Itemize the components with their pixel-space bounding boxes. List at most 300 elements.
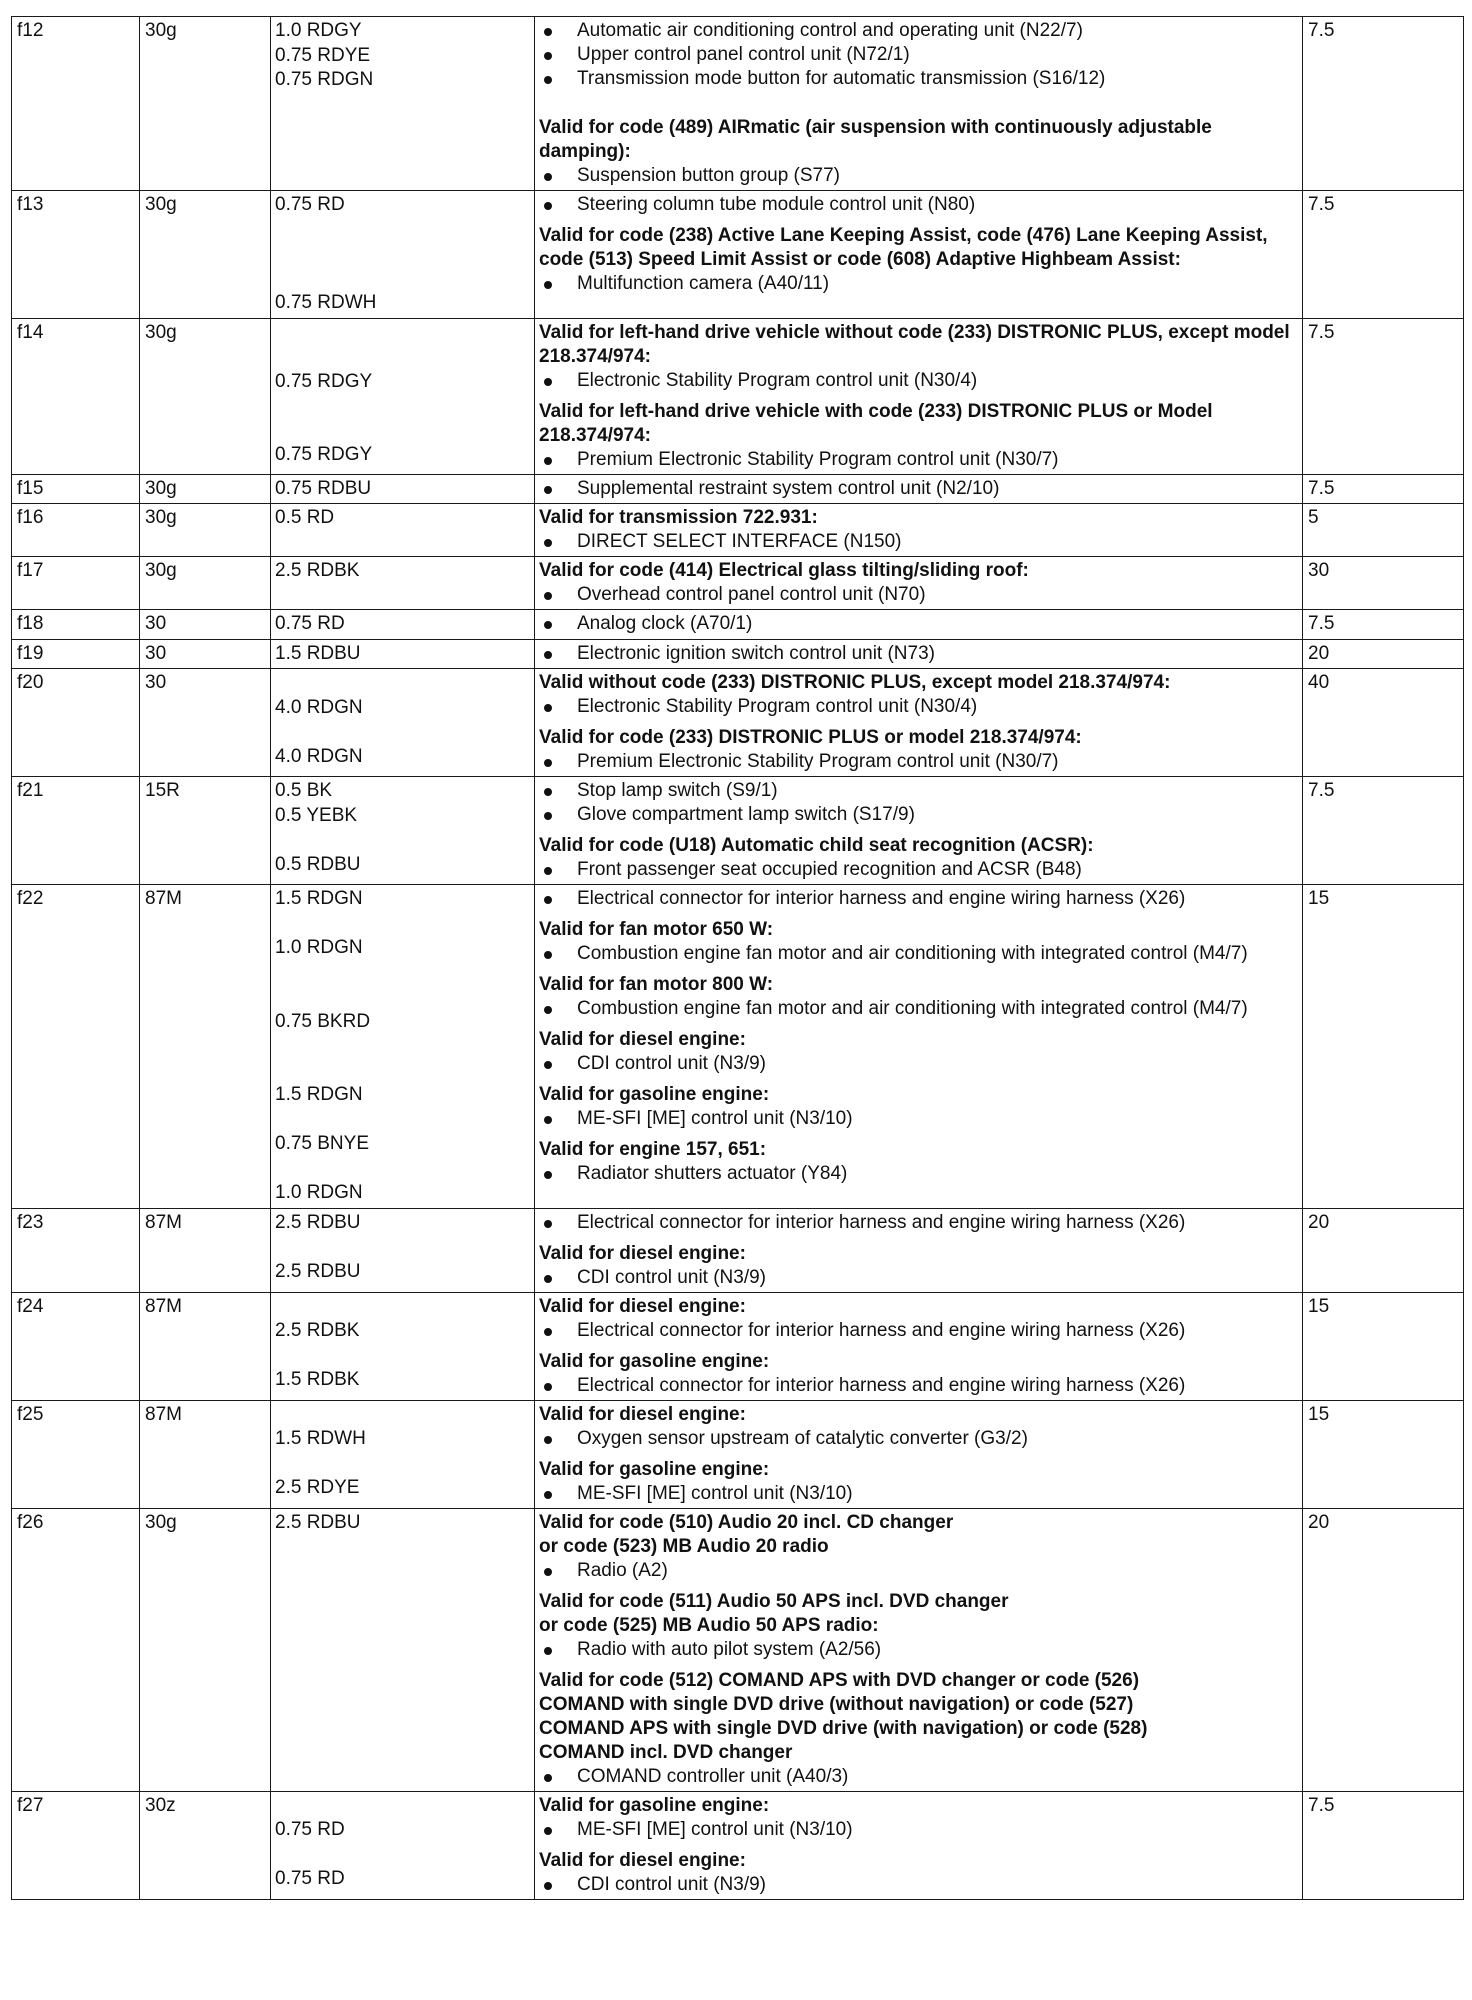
validity-condition (539, 1511, 1298, 1559)
consumer-item (539, 1818, 1298, 1842)
consumer-cell (535, 885, 1303, 1209)
validity-condition-line: or code (525) MB Audio 50 APS radio: (539, 1614, 879, 1636)
validity-condition: Valid for diesel engine: (539, 1849, 746, 1871)
consumer-label: Upper control panel control unit (N72/1) (577, 44, 910, 65)
consumer-block (539, 642, 1298, 666)
bullet-icon (544, 1827, 552, 1835)
consumer-item (539, 1559, 1298, 1583)
consumer-label: Combustion engine fan motor and air conditioning with integrated control (M4/7) (577, 943, 1248, 964)
amperage-cell: 7.5 (1303, 1791, 1464, 1899)
consumer-label: Electronic ignition switch control unit (N73) (577, 642, 935, 664)
wire-cell (271, 1791, 535, 1899)
consumer-label: Steering column tube module control unit (N80) (577, 194, 976, 215)
fuse-number-cell: f18 (12, 610, 140, 640)
wire-spec: 2.5 RDBU (275, 1511, 361, 1533)
consumer-block (539, 973, 1298, 1021)
consumer-item (539, 67, 1298, 91)
amperage-cell: 7.5 (1303, 610, 1464, 640)
wire-spec: 2.5 RDBU (275, 1211, 361, 1233)
consumer-block (539, 918, 1298, 966)
consumer-block (539, 834, 1298, 882)
consumer-item (539, 1873, 1298, 1897)
consumer-cell (535, 1791, 1303, 1899)
bullet-icon (544, 1328, 552, 1336)
consumer-block (539, 559, 1298, 607)
amperage-cell: 7.5 (1303, 17, 1464, 191)
terminal-cell: 87M (140, 1208, 271, 1292)
bullet-icon (544, 1116, 552, 1124)
table-row (12, 610, 1464, 640)
consumer-cell (535, 504, 1303, 557)
consumer-item (539, 369, 1298, 393)
terminal-cell: 30g (140, 1508, 271, 1791)
validity-condition: Valid for left-hand drive vehicle without code (233) DISTRONIC PLUS, except model 218.374/974: (539, 321, 1290, 367)
consumer-block (539, 726, 1298, 774)
consumer-item (539, 942, 1298, 966)
wire-cell (271, 17, 535, 191)
consumer-label: Radio (A2) (577, 1559, 668, 1581)
validity-condition: Valid for gasoline engine: (539, 1084, 770, 1105)
wire-spec (275, 218, 530, 243)
bullet-icon (544, 1774, 552, 1782)
consumer-item (539, 164, 1298, 188)
consumer-block (539, 1511, 1298, 1583)
bullet-icon (544, 1882, 552, 1890)
consumer-item (539, 19, 1298, 43)
terminal-cell: 30g (140, 318, 271, 474)
bullet-icon (544, 539, 552, 547)
wire-cell (271, 639, 535, 669)
bullet-icon (544, 1061, 552, 1069)
wire-spec: 0.75 RDBU (275, 477, 372, 499)
bullet-icon (544, 378, 552, 386)
consumer-cell (535, 1208, 1303, 1292)
consumer-block (539, 612, 1298, 636)
consumer-cell (535, 777, 1303, 885)
table-row (12, 557, 1464, 610)
fuse-number-cell: f17 (12, 557, 140, 610)
consumer-label: Electrical connector for interior harness and engine wiring harness (X26) (577, 1319, 1186, 1341)
bullet-icon (544, 651, 552, 659)
fuse-number-cell: f21 (12, 777, 140, 885)
bullet-icon (544, 202, 552, 210)
wire-cell (271, 318, 535, 474)
consumer-label: Electronic Stability Program control unit (N30/4) (577, 369, 978, 391)
wire-cell (271, 610, 535, 640)
bullet-icon (544, 76, 552, 84)
consumer-item (539, 583, 1298, 607)
terminal-cell: 30 (140, 639, 271, 669)
consumer-label: Transmission mode button for automatic transmission (S16/12) (577, 68, 1106, 89)
table-row (12, 669, 1464, 777)
consumer-label: Combustion engine fan motor and air conditioning with integrated control (M4/7) (577, 998, 1248, 1019)
wire-spec: 1.5 RDBK (275, 1369, 360, 1390)
bullet-icon (544, 1647, 552, 1655)
fuse-allocation-sheet (11, 16, 1463, 1900)
consumer-label: ME-SFI [ME] control unit (N3/10) (577, 1108, 853, 1129)
wire-spec: 0.75 RDWH (275, 292, 377, 313)
consumer-block (539, 1458, 1298, 1506)
consumer-label: Electrical connector for interior harness and engine wiring harness (X26) (577, 888, 1186, 909)
consumer-block (539, 1028, 1298, 1076)
validity-condition: Valid for left-hand drive vehicle with code (233) DISTRONIC PLUS or Model 218.374/974: (539, 400, 1213, 446)
wire-spec (275, 720, 530, 745)
validity-condition-line: Valid for code (511) Audio 50 APS incl. DVD changer (539, 1590, 1009, 1612)
wire-spec (275, 1059, 530, 1084)
wire-spec: 0.5 RD (275, 507, 335, 528)
validity-condition-line: or code (523) MB Audio 20 radio (539, 1535, 829, 1557)
terminal-cell: 15R (140, 777, 271, 885)
validity-condition: Valid for transmission 722.931: (539, 507, 818, 528)
consumer-label: Suspension button group (S77) (577, 165, 841, 186)
fuse-number-cell: f23 (12, 1208, 140, 1292)
fuse-number-cell: f16 (12, 504, 140, 557)
terminal-cell: 30g (140, 17, 271, 191)
bullet-icon (544, 52, 552, 60)
wire-spec (275, 1157, 530, 1182)
wire-spec (275, 828, 530, 853)
wire-spec: 2.5 RDYE (275, 1477, 360, 1498)
terminal-cell: 87M (140, 885, 271, 1209)
consumer-item (539, 1162, 1298, 1186)
validity-condition: Valid for fan motor 650 W: (539, 919, 774, 940)
bullet-icon (544, 28, 552, 36)
validity-condition (539, 1590, 1298, 1638)
amperage-cell: 20 (1303, 1508, 1464, 1791)
table-row (12, 1292, 1464, 1400)
consumer-label: DIRECT SELECT INTERFACE (N150) (577, 531, 902, 552)
consumer-label: Supplemental restraint system control unit (N2/10) (577, 477, 1000, 499)
bullet-icon (544, 951, 552, 959)
consumer-item (539, 695, 1298, 719)
consumer-item (539, 997, 1298, 1021)
wire-spec: 2.5 RDBK (275, 560, 360, 581)
wire-spec: 1.5 RDBU (275, 642, 361, 664)
bullet-icon (544, 1436, 552, 1444)
fuse-number-cell: f26 (12, 1508, 140, 1791)
fuse-number-cell: f20 (12, 669, 140, 777)
validity-condition: Valid for diesel engine: (539, 1029, 746, 1050)
wire-spec: 0.75 RD (275, 1819, 345, 1840)
table-row (12, 1791, 1464, 1899)
consumer-block (539, 1138, 1298, 1186)
wire-cell (271, 557, 535, 610)
wire-spec (275, 1235, 530, 1260)
wire-spec: 4.0 RDGN (275, 696, 363, 718)
wire-spec (275, 345, 530, 370)
wire-cell (271, 885, 535, 1209)
wire-spec: 0.5 RDBU (275, 853, 361, 875)
validity-condition: Valid for code (233) DISTRONIC PLUS or model 218.374/974: (539, 727, 1082, 748)
validity-condition-line: Valid for code (510) Audio 20 incl. CD changer (539, 1511, 954, 1533)
table-row (12, 318, 1464, 474)
consumer-label: Premium Electronic Stability Program control unit (N30/7) (577, 448, 1059, 470)
consumer-label: Multifunction camera (A40/11) (577, 273, 830, 294)
amperage-cell: 20 (1303, 639, 1464, 669)
bullet-icon (544, 1006, 552, 1014)
consumer-label: CDI control unit (N3/9) (577, 1053, 767, 1074)
validity-condition-line: COMAND APS with single DVD drive (with navigation) or code (528) (539, 1717, 1148, 1739)
wire-spec: 0.75 RD (275, 194, 345, 215)
consumer-item (539, 779, 1298, 803)
bullet-icon (544, 486, 552, 494)
consumer-item (539, 1482, 1298, 1506)
consumer-block (539, 1590, 1298, 1662)
wire-spec (275, 671, 530, 696)
wire-spec: 0.75 RDGN (275, 69, 374, 90)
amperage-cell: 7.5 (1303, 474, 1464, 504)
consumer-block (539, 19, 1298, 91)
consumer-label: Glove compartment lamp switch (S17/9) (577, 804, 915, 825)
consumer-item (539, 887, 1298, 911)
wire-spec (275, 1794, 530, 1819)
fuse-number-cell: f24 (12, 1292, 140, 1400)
consumer-label: ME-SFI [ME] control unit (N3/10) (577, 1818, 853, 1840)
table-row (12, 639, 1464, 669)
consumer-label: ME-SFI [ME] control unit (N3/10) (577, 1482, 853, 1504)
consumer-label: Overhead control panel control unit (N70) (577, 584, 926, 605)
validity-condition: Valid for code (238) Active Lane Keeping Assist, code (476) Lane Keeping Assist, code (513) Speed Limit Assist or code (608) Adaptive Highbeam Assist: (539, 225, 1268, 270)
bullet-icon (544, 896, 552, 904)
validity-condition: Valid for code (489) AIRmatic (air suspension with continuously adjustable damping): (539, 117, 1212, 162)
fuse-number-cell: f14 (12, 318, 140, 474)
wire-spec (275, 394, 530, 419)
wire-spec (275, 321, 530, 346)
consumer-block (539, 321, 1298, 393)
bullet-icon (544, 1383, 552, 1391)
bullet-icon (544, 1491, 552, 1499)
consumer-label: Oxygen sensor upstream of catalytic converter (G3/2) (577, 1427, 1028, 1449)
consumer-cell (535, 639, 1303, 669)
fuse-number-cell: f12 (12, 17, 140, 191)
validity-condition: Valid for diesel engine: (539, 1242, 746, 1264)
wire-cell (271, 1400, 535, 1508)
consumer-item (539, 448, 1298, 472)
bullet-icon (544, 592, 552, 600)
amperage-cell: 30 (1303, 557, 1464, 610)
wire-spec: 2.5 RDBK (275, 1320, 360, 1341)
validity-condition (539, 1669, 1298, 1765)
table-row (12, 1508, 1464, 1791)
amperage-cell: 15 (1303, 1292, 1464, 1400)
consumer-item (539, 803, 1298, 827)
wire-spec (275, 1295, 530, 1320)
terminal-cell: 30 (140, 610, 271, 640)
consumer-block (539, 1669, 1298, 1789)
wire-spec: 0.75 RDGY (275, 370, 373, 392)
terminal-cell: 30g (140, 474, 271, 504)
terminal-cell: 30g (140, 557, 271, 610)
wire-cell (271, 1508, 535, 1791)
wire-cell (271, 504, 535, 557)
consumer-block (539, 1211, 1298, 1235)
amperage-cell: 15 (1303, 1400, 1464, 1508)
terminal-cell: 87M (140, 1292, 271, 1400)
consumer-item (539, 858, 1298, 882)
consumer-block (539, 779, 1298, 827)
table-row (12, 474, 1464, 504)
consumer-item (539, 642, 1298, 666)
bullet-icon (544, 867, 552, 875)
table-row (12, 504, 1464, 557)
consumer-item (539, 43, 1298, 67)
consumer-item (539, 193, 1298, 217)
bullet-icon (544, 1171, 552, 1179)
consumer-block (539, 1849, 1298, 1897)
wire-spec (275, 1403, 530, 1428)
wire-spec: 0.75 RDYE (275, 44, 371, 66)
wire-spec: 1.0 RDGN (275, 937, 363, 958)
wire-cell (271, 669, 535, 777)
table-row (12, 17, 1464, 191)
fuse-number-cell: f13 (12, 191, 140, 319)
wire-spec (275, 1344, 530, 1369)
fuse-number-cell: f19 (12, 639, 140, 669)
consumer-block (539, 1794, 1298, 1842)
wire-spec: 1.0 RDGY (275, 20, 362, 41)
wire-spec: 0.5 BK (275, 780, 333, 801)
consumer-cell (535, 557, 1303, 610)
consumer-cell (535, 191, 1303, 319)
bullet-icon (544, 621, 552, 629)
consumer-item (539, 1319, 1298, 1343)
consumer-label: Stop lamp switch (S9/1) (577, 780, 778, 801)
wire-spec (275, 961, 530, 986)
validity-condition: Valid for fan motor 800 W: (539, 974, 774, 995)
wire-spec (275, 242, 530, 267)
validity-condition-line: Valid for code (512) COMAND APS with DVD changer or code (526) (539, 1669, 1140, 1691)
bullet-icon (544, 173, 552, 181)
bullet-icon (544, 1275, 552, 1283)
terminal-cell: 87M (140, 1400, 271, 1508)
wire-cell (271, 1208, 535, 1292)
validity-condition: Valid for gasoline engine: (539, 1458, 770, 1480)
consumer-item (539, 1765, 1298, 1789)
bullet-icon (544, 759, 552, 767)
fuse-table-body (12, 17, 1464, 1900)
consumer-cell (535, 610, 1303, 640)
consumer-block (539, 506, 1298, 554)
consumer-item (539, 1107, 1298, 1131)
consumer-item (539, 612, 1298, 636)
fuse-number-cell: f15 (12, 474, 140, 504)
bullet-icon (544, 281, 552, 289)
consumer-block (539, 116, 1298, 188)
amperage-cell: 7.5 (1303, 777, 1464, 885)
wire-spec: 1.5 RDGN (275, 888, 363, 909)
table-row (12, 1400, 1464, 1508)
consumer-block (539, 400, 1298, 472)
fuse-number-cell: f27 (12, 1791, 140, 1899)
wire-spec: 0.75 BNYE (275, 1133, 369, 1154)
consumer-label: Front passenger seat occupied recognition and ACSR (B48) (577, 859, 1082, 880)
fuse-table (11, 16, 1464, 1900)
validity-condition: Valid for diesel engine: (539, 1403, 746, 1425)
amperage-cell: 7.5 (1303, 318, 1464, 474)
validity-condition: Valid for gasoline engine: (539, 1350, 770, 1372)
wire-spec: 1.5 RDGN (275, 1084, 363, 1105)
wire-spec (275, 267, 530, 292)
table-row (12, 1208, 1464, 1292)
spacer (539, 98, 1298, 116)
terminal-cell: 30z (140, 1791, 271, 1899)
consumer-label: Premium Electronic Stability Program control unit (N30/7) (577, 751, 1059, 772)
amperage-cell: 20 (1303, 1208, 1464, 1292)
consumer-item (539, 1211, 1298, 1235)
terminal-cell: 30g (140, 504, 271, 557)
wire-spec: 1.5 RDWH (275, 1428, 366, 1449)
fuse-number-cell: f25 (12, 1400, 140, 1508)
validity-condition-line: COMAND with single DVD drive (without navigation) or code (527) (539, 1693, 1134, 1715)
wire-cell (271, 1292, 535, 1400)
validity-condition: Valid for engine 157, 651: (539, 1139, 767, 1160)
validity-condition: Valid for diesel engine: (539, 1295, 746, 1317)
terminal-cell: 30g (140, 191, 271, 319)
amperage-cell: 7.5 (1303, 191, 1464, 319)
consumer-item (539, 750, 1298, 774)
wire-cell (271, 474, 535, 504)
validity-condition: Valid for code (414) Electrical glass tilting/sliding roof: (539, 560, 1029, 581)
consumer-item (539, 1052, 1298, 1076)
wire-spec: 0.75 RD (275, 613, 345, 634)
wire-spec (275, 1108, 530, 1133)
table-row (12, 191, 1464, 319)
consumer-item (539, 477, 1298, 501)
wire-spec: 0.75 RD (275, 1868, 345, 1889)
wire-spec (275, 985, 530, 1010)
consumer-block (539, 1295, 1298, 1343)
wire-cell (271, 777, 535, 885)
wire-spec: 0.5 YEBK (275, 804, 358, 826)
wire-spec: 2.5 RDBU (275, 1260, 361, 1282)
consumer-block (539, 1242, 1298, 1290)
consumer-block (539, 1350, 1298, 1398)
table-row (12, 885, 1464, 1209)
consumer-item (539, 1266, 1298, 1290)
consumer-label: CDI control unit (N3/9) (577, 1873, 767, 1895)
consumer-cell (535, 1508, 1303, 1791)
consumer-cell (535, 1292, 1303, 1400)
consumer-item (539, 1427, 1298, 1451)
wire-cell (271, 191, 535, 319)
validity-condition: Valid without code (233) DISTRONIC PLUS, except model 218.374/974: (539, 672, 1171, 693)
amperage-cell: 5 (1303, 504, 1464, 557)
consumer-label: Analog clock (A70/1) (577, 613, 753, 634)
consumer-label: Automatic air conditioning control and operating unit (N22/7) (577, 20, 1083, 41)
consumer-block (539, 1403, 1298, 1451)
consumer-item (539, 530, 1298, 554)
consumer-cell (535, 474, 1303, 504)
consumer-block (539, 477, 1298, 501)
consumer-item (539, 1638, 1298, 1662)
amperage-cell: 15 (1303, 885, 1464, 1209)
consumer-label: Radio with auto pilot system (A2/56) (577, 1638, 882, 1660)
wire-spec (275, 419, 530, 444)
consumer-label: CDI control unit (N3/9) (577, 1266, 767, 1288)
wire-spec (275, 1452, 530, 1477)
consumer-label: Electronic Stability Program control unit (N30/4) (577, 696, 978, 717)
consumer-block (539, 887, 1298, 911)
wire-spec (275, 1843, 530, 1868)
table-row (12, 777, 1464, 885)
wire-spec: 4.0 RDGN (275, 745, 363, 767)
validity-condition: Valid for gasoline engine: (539, 1794, 770, 1816)
consumer-cell (535, 17, 1303, 191)
terminal-cell: 30 (140, 669, 271, 777)
consumer-cell (535, 1400, 1303, 1508)
wire-spec: 1.0 RDGN (275, 1182, 363, 1203)
consumer-label: COMAND controller unit (A40/3) (577, 1765, 849, 1787)
